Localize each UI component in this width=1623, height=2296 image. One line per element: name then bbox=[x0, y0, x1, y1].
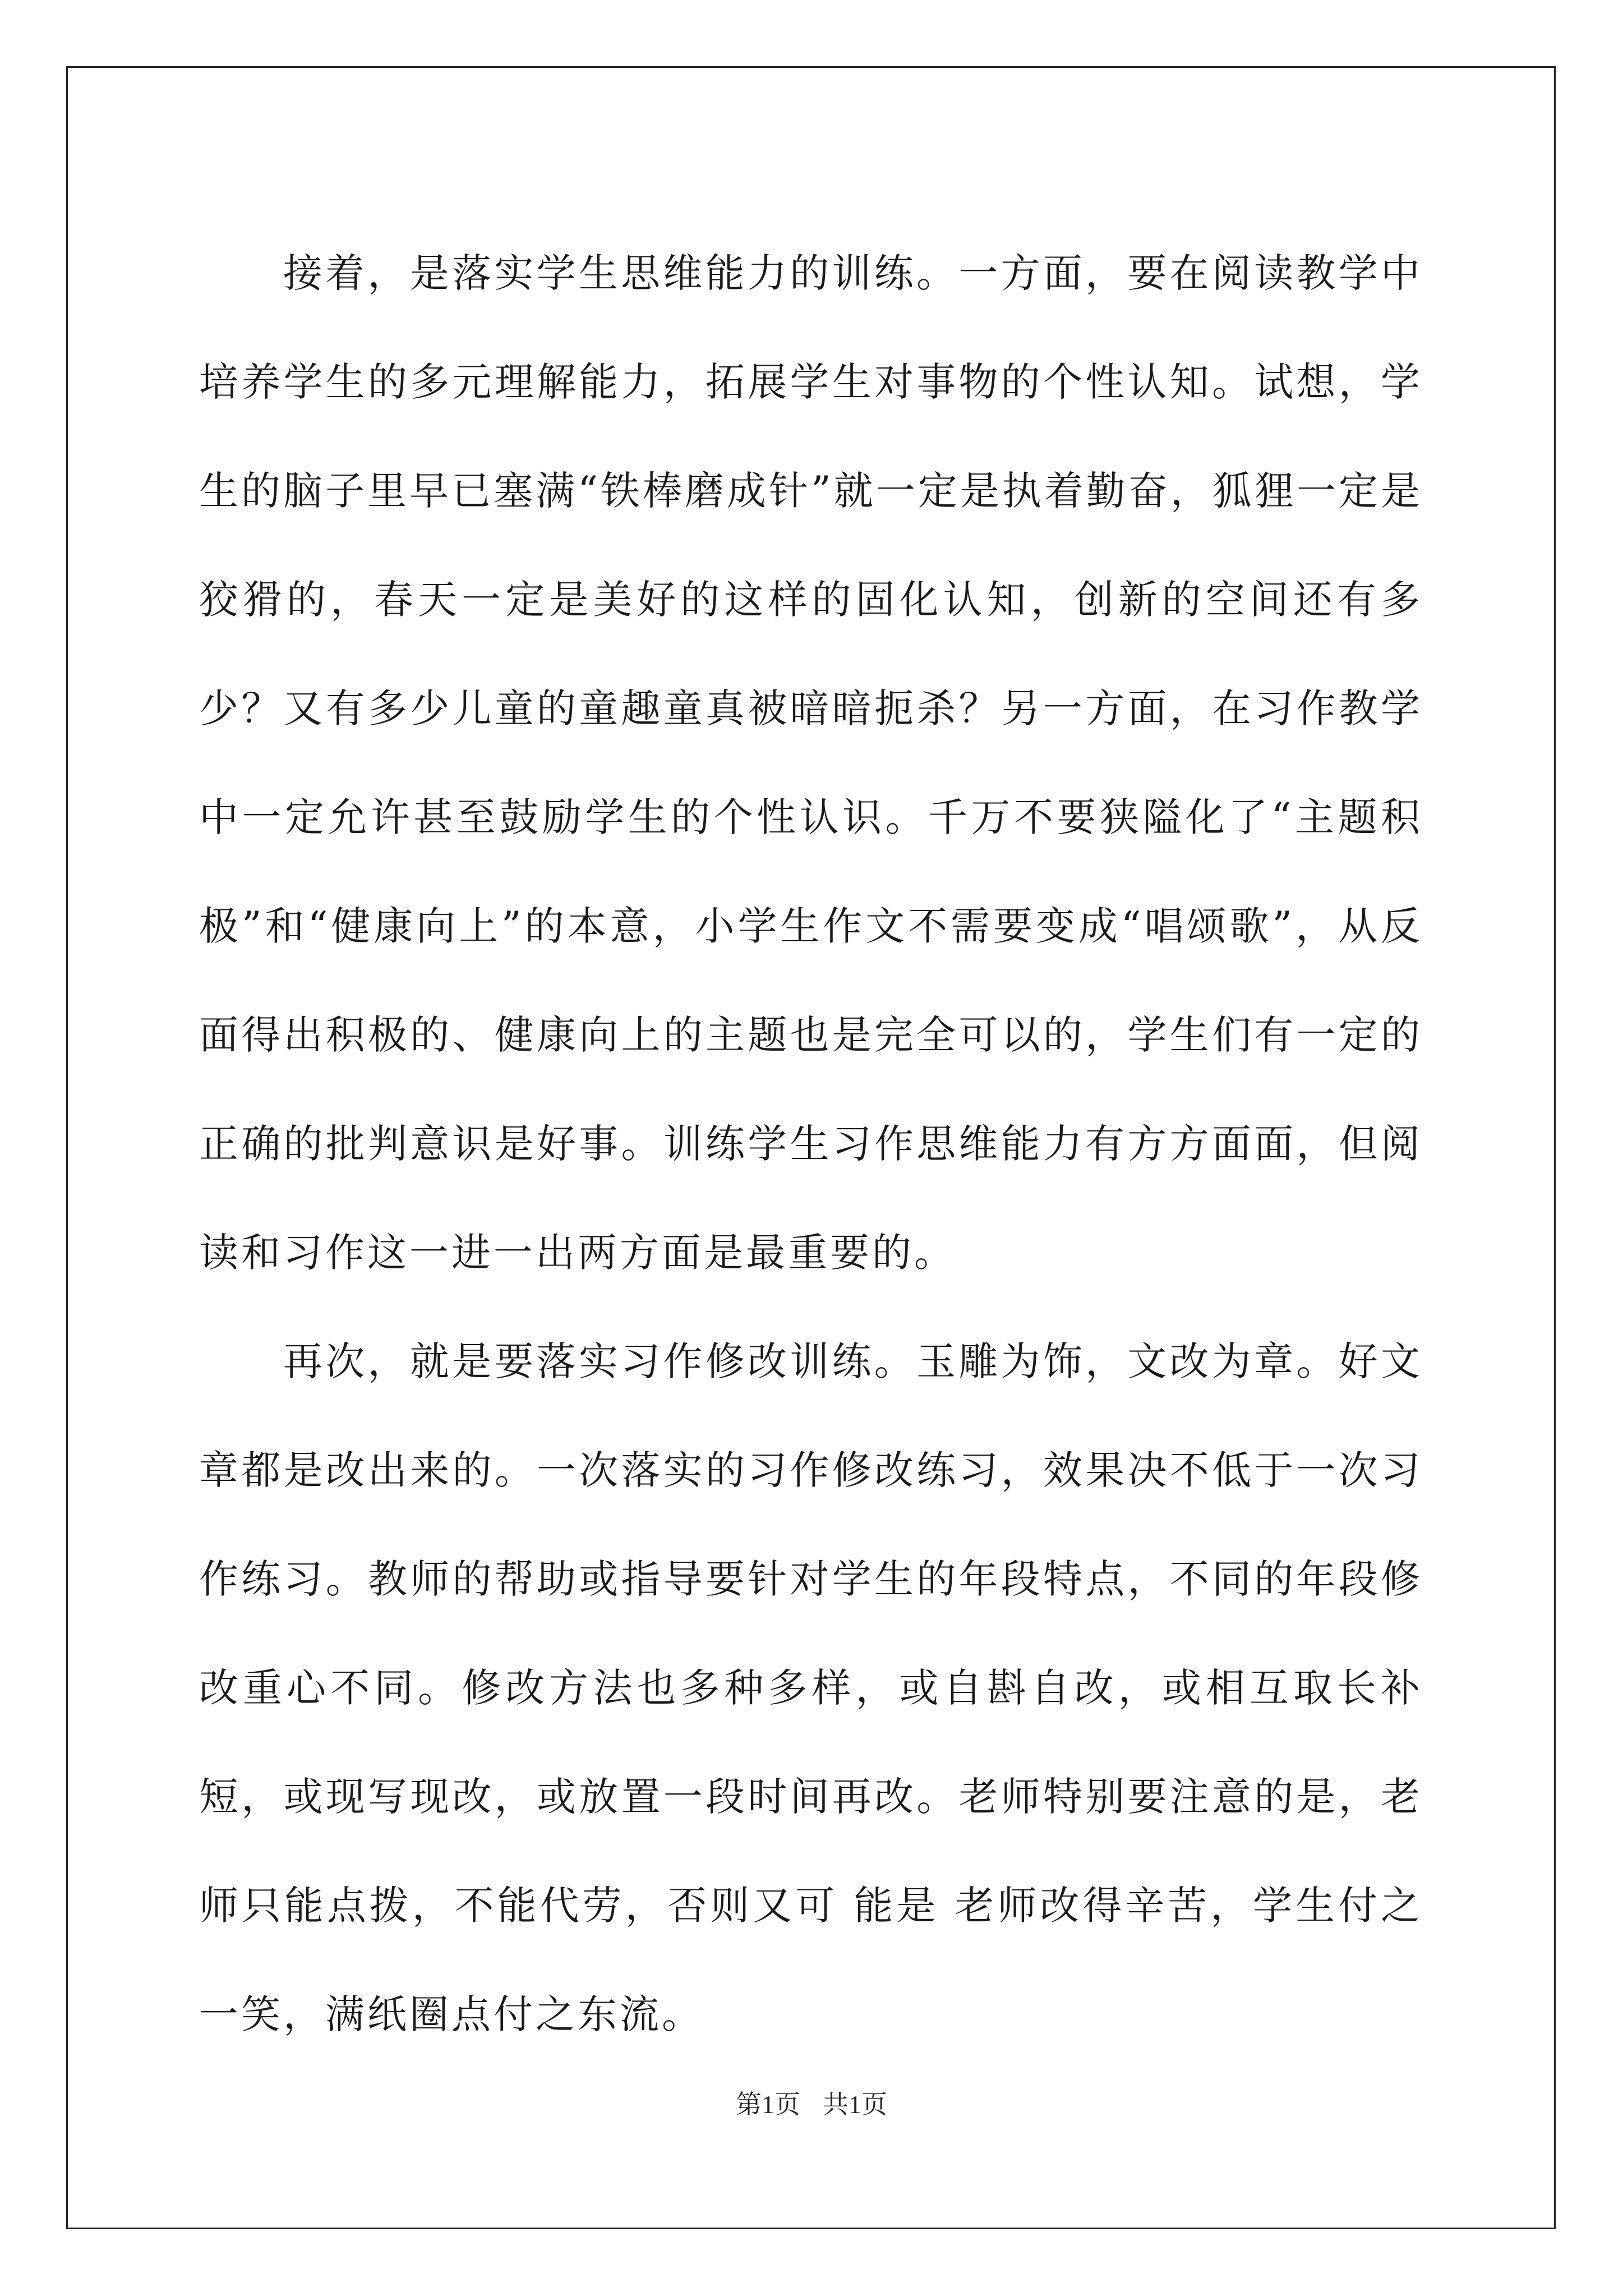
page-number: 第1页 bbox=[736, 2090, 800, 2119]
page-footer bbox=[0, 2084, 1623, 2121]
document-body bbox=[199, 219, 1423, 2069]
paragraph-thinking-training: 接着，是落实学生思维能力的训练。一方面，要在阅读教学中培养学生的多元理解能力，拓展学生对事物的个性认知。试想，学生的脑子里早已塞满“铁棒磨成针”就一定是执着勤奋，狐狸一定是狡猾的，春天一定是美好的这样的固化认知，创新的空间还有多少？又有多少儿童的童趣童真被暗暗扼杀？另一方面，在习作教学中一定允许甚至鼓励学生的个性认识。千万不要狭隘化了“主题积极”和“健康向上”的本意，小学生作文不需要变成“唱颂歌”，从反面得出积极的、健康向上的主题也是完全可以的，学生们有一定的正确的批判意识是好事。训练学生习作思维能力有方方面面，但阅读和习作这一进一出两方面是最重要的。 bbox=[199, 250, 1423, 1276]
page-total: 共1页 bbox=[823, 2090, 887, 2119]
paragraph-revision-training: 再次，就是要落实习作修改训练。玉雕为饰，文改为章。好文章都是改出来的。一次落实的习作修改练习，效果决不低于一次习作练习。教师的帮助或指导要针对学生的年段特点，不同的年段修改重心不同。修改方法也多种多样，或自斟自改，或相互取长补短，或现写现改，或放置一段时间再改。老师特别要注意的是，老师只能点拨，不能代劳，否则又可 能是 老师改得辛苦，学生付之一笑，满纸圈点付之东流。 bbox=[199, 1338, 1423, 2037]
